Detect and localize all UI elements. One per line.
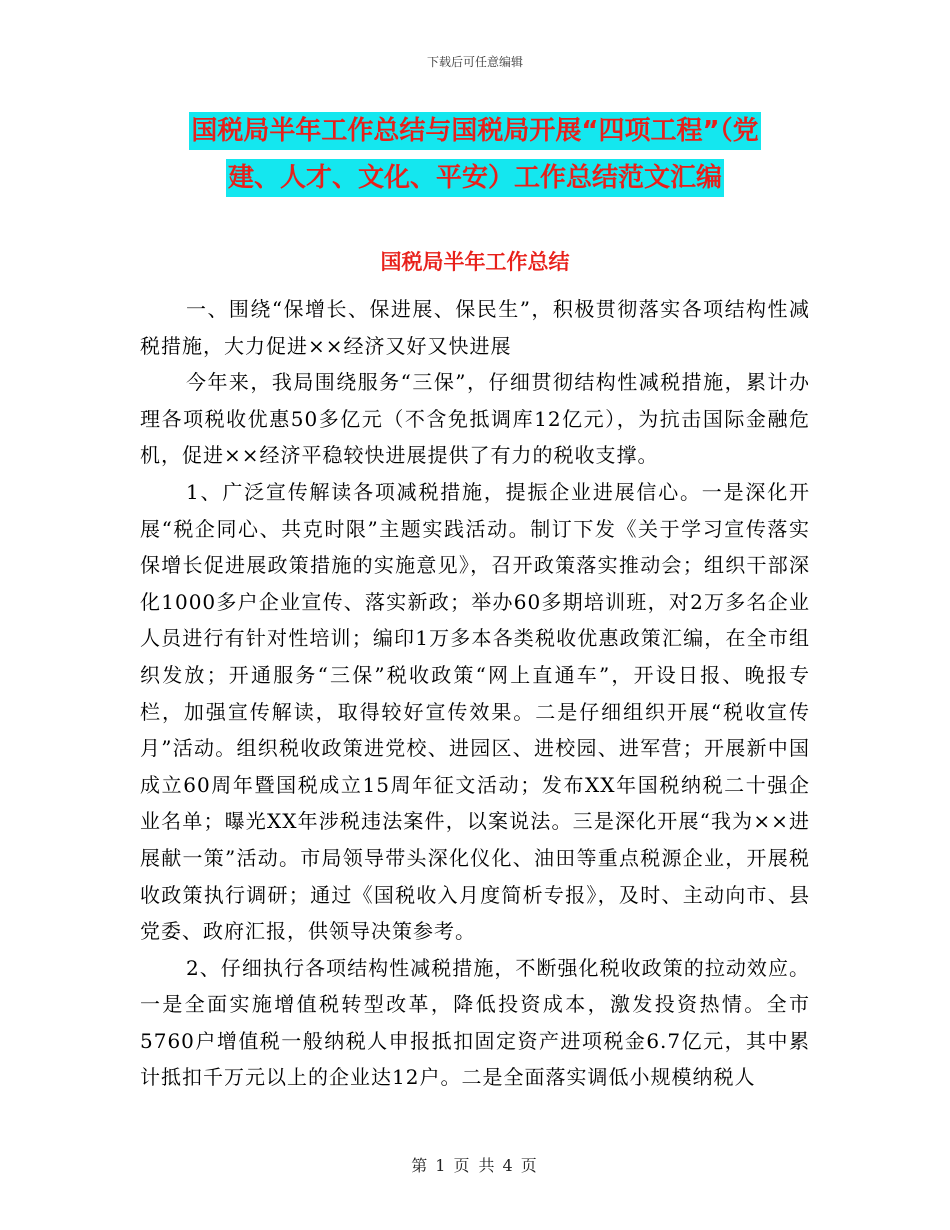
paragraph: 今年来，我局围绕服务“三保”，仔细贯彻结构性减税措施，累计办理各项税收优惠50多亿元（不含免抵调库12亿元），为抗击国际金融危机，促进××经济平稳较快进展提供了有力的税收支撑。 [140, 370, 810, 468]
footer-prefix: 第 [411, 1156, 430, 1175]
footer-current-page: 1 [435, 1156, 448, 1175]
document-body [140, 291, 810, 1096]
title-line-2: 建、人才、文化、平安）工作总结范文汇编 [226, 159, 724, 197]
paragraph: 2、仔细执行各项结构性减税措施，不断强化税收政策的拉动效应。一是全面实施增值税转型改革，降低投资成本，激发投资热情。全市5760户增值税一般纳税人申报抵扣固定资产进项税金6.7亿元，其中累计抵扣千万元以上的企业达12户。二是全面落实调低小规模纳税人 [140, 955, 810, 1090]
title-line-1: 国税局半年工作总结与国税局开展“四项工程”（党 [189, 112, 760, 150]
section-title: 国税局半年工作总结 [380, 250, 570, 274]
page-footer [0, 1153, 950, 1176]
page-header: 下载后可任意编辑 [426, 55, 523, 69]
paragraph: 1、广泛宣传解读各项减税措施，提振企业进展信心。一是深化开展“税企同心、共克时限”主题实践活动。制订下发《关于学习宣传落实保增长促进展政策措施的实施意见》，召开政策落实推动会；组织干部深化1000多户企业宣传、落实新政；举办60多期培训班，对2万多名企业人员进行有针对性培训；编印1万多本各类税收优惠政策汇编，在全市组织发放；开通服务“三保”税收政策“网上直通车”，开设日报、晚报专栏，加强宣传解读，取得较好宣传效果。二是仔细组织开展“税收宣传月”活动。组织税收政策进党校、进园区、进校园、进军营；开展新中国成立60周年暨国税成立15周年征文活动；发布XX年国税纳税二十强企业名单；曝光XX年涉税违法案件，以案说法。三是深化开展“我为××进展献一策”活动。市局领导带头深化仪化、油田等重点税源企业，开展税收政策执行调研；通过《国税收入月度简析专报》，及时、主动向市、县党委、政府汇报，供领导决策参考。 [140, 479, 810, 944]
main-title [0, 108, 950, 202]
footer-total-pages: 4 [502, 1156, 515, 1175]
footer-suffix: 页 [520, 1156, 539, 1175]
footer-middle: 页 共 [453, 1156, 497, 1175]
paragraph-heading-1: 一、围绕“保增长、保进展、保民生”，积极贯彻落实各项结构性减税措施，大力促进××经济又好又快进展 [140, 297, 810, 358]
